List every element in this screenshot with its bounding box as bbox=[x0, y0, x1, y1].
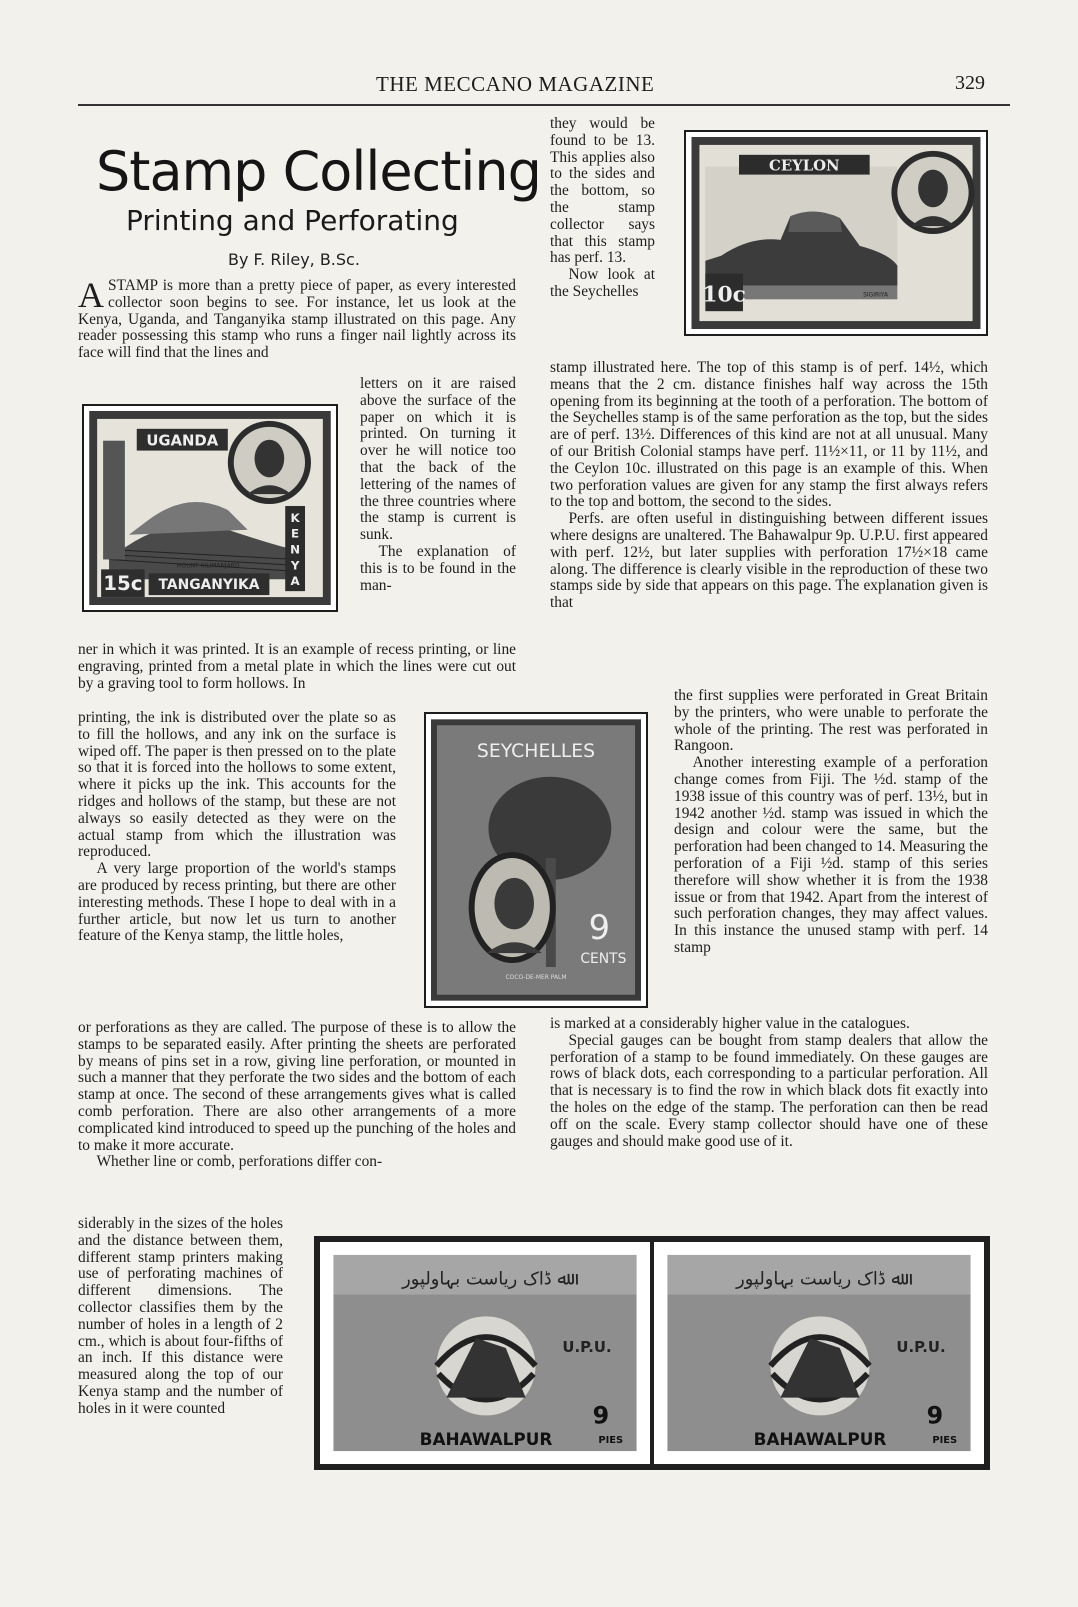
article-subtitle: Printing and Perforating bbox=[126, 204, 459, 237]
text-after-kenya: ner in which it was printed. It is an example of recess printing, or line engraving, printed from a metal plate in which the lines were cut out by a graving tool to form hollows. In bbox=[78, 642, 516, 692]
kenya-uganda-tanganyika-stamp bbox=[82, 404, 338, 612]
bahawalpur-right-unit: PIES bbox=[932, 1435, 958, 1447]
svg-text:N: N bbox=[290, 542, 301, 557]
kenya-value: 15c bbox=[103, 572, 143, 596]
ceylon-value: 10c bbox=[702, 282, 746, 308]
page-number: 329 bbox=[955, 72, 985, 94]
seychelles-stamp bbox=[424, 712, 648, 1008]
bahawalpur-left-value: 9 bbox=[592, 1401, 610, 1430]
seychelles-unit: CENTS bbox=[580, 951, 627, 968]
bahawalpur-left-unit: PIES bbox=[598, 1435, 624, 1447]
seychelles-value: 9 bbox=[588, 908, 611, 948]
text-beside-seychelles-left: printing, the ink is distributed over the plate so as to fill the hollows, and any ink on the surface is wiped off. The paper is then pressed on to the plate so that it is forced into the hollows to some extent, where it picks up the ink. This accounts for the ridges and hollows of the stamp, but these are not always so easily detected as they were on the actual stamp from which the illustration was reproduced. A very large proportion of the world's stamps are produced by recess printing, but there are other interesting methods. These I hope to deal with in a further article, but now let us turn to another feature of the Kenya stamp, the little holes, bbox=[78, 710, 396, 945]
text-perforations: or perforations as they are called. The purpose of these is to allow the stamps to be separated easily. After printing the sheets are perforated by means of pins set in a row, giving line perforation, or mounted in such a manner that they perforate the two sides and the bottom of each stamp at once. The second of these arrangements gives what is called comb perforation. There are also other arrangements of a more complicated kind introduced to speed up the punching of the holes and to make it more accurate. Whether line or comb, perforations differ con- bbox=[78, 1020, 516, 1171]
bahawalpur-left-art bbox=[327, 1249, 643, 1457]
bahawalpur-right-script: ﷲ ڈاک ریاست بہاولپور bbox=[736, 1268, 902, 1290]
kenya-caption: MOUNT KILIMANJARO bbox=[176, 562, 240, 570]
text-beside-ceylon: they would be found to be 13. This applies also to the sides and the bottom, so the stamp collector says that this stamp has perf. 13. Now look at the Seychelles bbox=[550, 116, 655, 300]
bahawalpur-stamp-right bbox=[654, 1242, 984, 1464]
text-bottom-left: siderably in the sizes of the holes and the distance between them, different stamp printers making use of perforating machines of different dimensions. The collector classifies them by the number of holes in a length of 2 cm., which is about four-fifths of an inch. If this distance were measured along the top of our Kenya stamp and the number of holes in it were counted bbox=[78, 1216, 283, 1417]
intro-paragraph: A STAMP is more than a pretty piece of paper, as every interested collector soon begins to see. For instance, let us look at the Kenya, Uganda, and Tanganyika stamp illustrated on this page. Any reader possessing this stamp who runs a finger nail lightly across its face will find that the lines and bbox=[78, 275, 516, 362]
article-title: Stamp Collecting bbox=[96, 140, 541, 203]
kenya-label: K bbox=[290, 510, 300, 525]
text-col2-middle: stamp illustrated here. The top of this stamp is of perf. 14½, which means that the 2 cm. distance finishes half way across the 15th opening from its beginning at the tooth of a perforation. The bottom of the Seychelles stamp is of the same perforation as the top, but the sides are of perf. 13½. Differences of this kind are not at all unusual. Many of our British Colonial stamps have perf. 11½×11, or 11 by 11½, and the Ceylon 10c. illustrated on this page is an example of this. When two perforation values are given for any stamp the first always refers to the top and bottom, the second to the sides. Perfs. are often useful in distinguishing between different issues where designs are unaltered. The Bahawalpur 9p. U.P.U. first appeared with perf. 12½, but later supplies with perforation 17½×18 came along. The difference is clearly visible in the reproduction of these two stamps side by side that appears on this page. The explanation given is that bbox=[550, 360, 988, 612]
byline: By F. Riley, B.Sc. bbox=[228, 250, 360, 269]
bahawalpur-right-overprint: U.P.U. bbox=[896, 1338, 946, 1357]
seychelles-label: SEYCHELLES bbox=[476, 740, 596, 762]
bahawalpur-stamp-pair bbox=[314, 1236, 990, 1470]
tanganyika-label: TANGANYIKA bbox=[158, 577, 260, 594]
svg-text:E: E bbox=[291, 526, 300, 541]
bahawalpur-left-overprint: U.P.U. bbox=[562, 1338, 612, 1357]
uganda-label: UGANDA bbox=[146, 432, 219, 450]
ceylon-stamp bbox=[684, 130, 988, 336]
drop-cap: A bbox=[78, 275, 104, 315]
seychelles-caption: COCO-DE-MER PALM bbox=[505, 973, 567, 981]
ceylon-caption: SIGIRIYA bbox=[863, 291, 889, 299]
seychelles-stamp-art bbox=[431, 719, 641, 1001]
svg-text:Y: Y bbox=[290, 558, 300, 573]
running-header: THE MECCANO MAGAZINE bbox=[376, 72, 655, 96]
text-beside-kenya: letters on it are raised above the surface of the paper on which it is printed. On turning it over he will notice too that the back of the lettering of the names of the three countries where the stamp is current is sunk. The explanation of this is to be found in the man- bbox=[360, 376, 516, 594]
bahawalpur-stamp-left bbox=[320, 1242, 650, 1464]
bahawalpur-left-script: ﷲ ڈاک ریاست بہاولپور bbox=[402, 1268, 568, 1290]
ceylon-label: CEYLON bbox=[769, 157, 840, 175]
bahawalpur-right-art bbox=[661, 1249, 977, 1457]
bahawalpur-left-country: BAHAWALPUR bbox=[419, 1429, 553, 1450]
svg-text:A: A bbox=[290, 574, 300, 589]
header-rule bbox=[78, 104, 1010, 106]
text-beside-seychelles-right: the first supplies were perforated in Great Britain by the printers, who were unable to perforate the whole of the printing. The rest was perforated in Rangoon. Another interesting example of a perforation change comes from Fiji. The ½d. stamp of the 1938 issue of this country was of perf. 13½, but in 1942 another ½d. stamp was issued in which the design and colour were the same, but the perforation had been changed to 14. Measuring the perforation of a Fiji ½d. stamp of this series therefore will show whether it is from the 1938 issue or from that 1942. Apart from the interest of such perforation changes, they may affect values. In this instance the unused stamp with perf. 14 stamp bbox=[674, 688, 988, 956]
ceylon-stamp-art bbox=[691, 137, 981, 329]
kenya-stamp-art bbox=[89, 411, 331, 605]
text-col2-bottom: is marked at a considerably higher value in the catalogues. Special gauges can be bought from stamp dealers that allow the perforation of a stamp to be found immediately. On these gauges are rows of black dots, each corresponding to a particular perforation. All that is necessary is to find the row in which black dots fit exactly into the holes on the edge of the stamp. The perforation can then be read off on the scale. Every stamp collector should have one of these gauges and should make good use of it. bbox=[550, 1016, 988, 1150]
bahawalpur-right-value: 9 bbox=[926, 1401, 944, 1430]
bahawalpur-right-country: BAHAWALPUR bbox=[753, 1429, 887, 1450]
